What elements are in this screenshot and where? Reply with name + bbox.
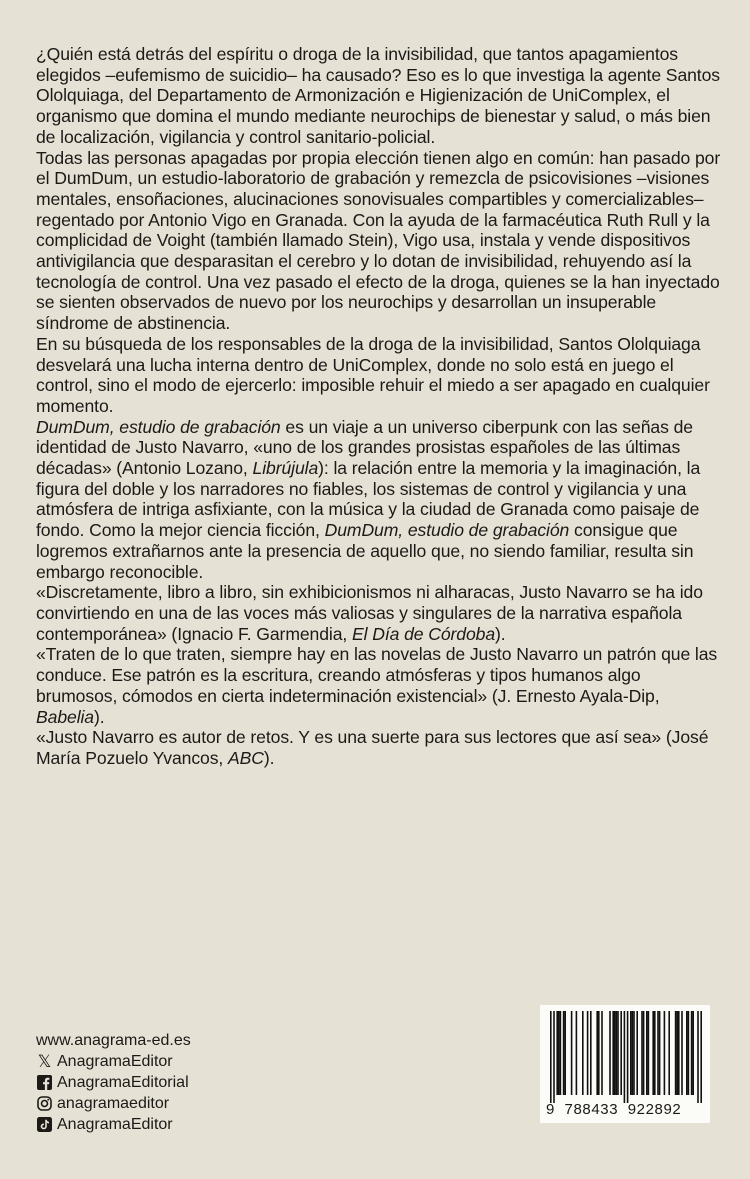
facebook-icon	[36, 1074, 53, 1091]
barcode-bar	[646, 1011, 648, 1095]
x-icon: 𝕏	[37, 1052, 52, 1071]
barcode-bar	[550, 1011, 552, 1103]
barcode-bar	[624, 1011, 626, 1103]
barcode-bar	[681, 1011, 683, 1095]
website-link[interactable]: www.anagrama-ed.es	[36, 1032, 191, 1049]
quote-source: Babelia	[36, 706, 94, 727]
barcode-bar	[598, 1011, 600, 1095]
quote-text: «Discretamente, libro a libro, sin exhibicionismos ni alharacas, Justo Navarro se ha ido convirtiendo en una de las voces más valiosas y singulares de la narrativa española contemporánea» (Ignacio F. Garmendia,	[36, 582, 703, 644]
barcode-bar	[678, 1011, 680, 1095]
barcode-bar	[664, 1011, 666, 1095]
isbn-left-group: 788433	[564, 1101, 619, 1118]
blurb-paragraph-1: ¿Quién está detrás del espíritu o droga de la invisibilidad, que tantos apagamientos elegidos –eufemismo de suicidio– ha causado? Eso es lo que investiga la agente Santos Ololquiaga, del Departamento de Armonización e Higienización de UniComplex, el organismo que domina el mundo mediante neurochips de bienestar y salud, o más bien de localización, vigilancia y control sanitario-policial.	[36, 44, 720, 147]
barcode-bar	[609, 1011, 611, 1095]
barcode-bar	[571, 1011, 573, 1095]
barcode-bar	[612, 1011, 614, 1095]
barcode-bar	[675, 1011, 677, 1095]
quote-text: «Traten de lo que traten, siempre hay en las novelas de Justo Navarro un patrón que las conduce. Ese patrón es la escritura, creando atmósferas y tipos humanos algo brumosos, cómodos en cierta indeterminación existencial» (J. Ernesto Ayala-Dip,	[36, 644, 718, 706]
barcode-bar	[632, 1011, 634, 1095]
barcode-bar	[700, 1011, 702, 1103]
barcode-bar	[697, 1011, 699, 1103]
barcode-bar	[596, 1011, 598, 1095]
barcode-bar	[630, 1011, 632, 1095]
barcode-bar	[614, 1011, 616, 1095]
isbn-right-group: 922892	[627, 1101, 682, 1118]
publisher-contacts	[36, 1030, 191, 1135]
website-row	[36, 1030, 191, 1051]
blurb-text-span: ): la relación entre la memoria y la imaginación, la figura del doble y los narradores no fiables, los sistemas de control y vigilancia y una atmósfera de intriga asfixiante, con la música y la ciudad de Granada como paisaje de fondo. Como la mejor ciencia ficción,	[36, 458, 701, 541]
tiktok-icon	[36, 1116, 53, 1133]
barcode-bar	[676, 1011, 678, 1095]
quote-source: Librújula	[252, 458, 319, 479]
barcode-bar	[688, 1011, 690, 1095]
book-title: DumDum, estudio de grabación	[324, 520, 570, 541]
barcode-bar	[659, 1011, 661, 1095]
blurb-paragraph-3: En su búsqueda de los responsables de la droga de la invisibilidad, Santos Ololquiaga desvelará una lucha interna dentro de UniComplex, donde no solo está en juego el control, sino el modo de ejercerlo: imposible rehuir el miedo a ser apagado en cualquier momento.	[36, 333, 710, 416]
barcode-bar	[641, 1011, 643, 1095]
barcode-bar	[563, 1011, 565, 1095]
press-quote-3	[36, 727, 722, 768]
facebook-row	[36, 1072, 191, 1093]
isbn-number	[546, 1101, 706, 1118]
instagram-handle[interactable]: anagramaeditor	[57, 1095, 170, 1112]
barcode-bar	[616, 1011, 618, 1095]
barcode-bar	[657, 1011, 659, 1095]
x-row	[36, 1051, 191, 1072]
quote-end: ).	[94, 706, 105, 727]
isbn-first-digit: 9	[546, 1101, 555, 1118]
barcode-bar	[617, 1011, 619, 1095]
barcode-bar	[556, 1011, 558, 1095]
barcode-bar	[560, 1011, 562, 1095]
blurb-text-span: consigue que logremos extrañarnos ante la presencia de aquello que, no siendo familiar, resulta sin embargo reconocible.	[36, 520, 694, 582]
barcode-bars	[550, 1011, 702, 1103]
barcode-bar	[668, 1011, 670, 1095]
barcode-bar	[582, 1011, 584, 1095]
quote-end: ).	[495, 623, 506, 644]
barcode-bar	[692, 1011, 694, 1095]
barcode-bar	[587, 1011, 589, 1095]
tiktok-row	[36, 1114, 191, 1135]
barcode-bar	[553, 1011, 555, 1103]
book-title: DumDum, estudio de grabación	[36, 416, 281, 437]
quote-text: «Justo Navarro es autor de retos. Y es una suerte para sus lectores que así sea» (José María Pozuelo Yvancos,	[36, 727, 709, 768]
barcode-bar	[691, 1011, 693, 1095]
quote-source: ABC	[228, 747, 264, 768]
barcode-bar	[590, 1011, 592, 1095]
barcode-bar	[576, 1011, 578, 1095]
barcode-bar	[633, 1011, 635, 1095]
quote-source: El Día de Córdoba	[352, 623, 496, 644]
barcode-bar	[654, 1011, 656, 1095]
press-quote-2	[36, 644, 722, 727]
barcode-bar	[564, 1011, 566, 1095]
blurb-text-span: es un viaje a un universo ciberpunk con las señas de identidad de Justo Navarro, «uno de los grandes prosistas españoles de las últimas décadas» (Antonio Lozano,	[36, 416, 693, 479]
barcode-bar	[643, 1011, 645, 1095]
instagram-row	[36, 1093, 191, 1114]
barcode-bar	[686, 1011, 688, 1095]
barcode-bar	[636, 1011, 638, 1095]
blurb-text	[36, 44, 722, 769]
barcode-bar	[558, 1011, 560, 1095]
blurb-paragraph-2: Todas las personas apagadas por propia elección tienen algo en común: han pasado por el DumDum, un estudio-laboratorio de grabación y remezcla de psicovisiones –visiones mentales, ensoñaciones, alucinaciones sonovisuales compartibles y comercializables– regentado por Antonio Vigo en Granada. Con la ayuda de la farmacéutica Ruth Rull y la complicidad de Voight (también llamado Stein), Vigo usa, instala y vende dispositivos antivigilancia que desparasitan el cerebro y lo dotan de invisibilidad, rehuyendo así la tecnología de control. Una vez pasado el efecto de la droga, quienes se la han inyectado se sienten observados de nuevo por los neurochips y desarrollan un insuperable síndrome de abstinencia.	[36, 147, 721, 334]
barcode-bar	[627, 1011, 629, 1103]
facebook-handle[interactable]: AnagramaEditorial	[57, 1074, 189, 1091]
isbn-barcode	[540, 1005, 710, 1123]
blurb-paragraph-4	[36, 417, 722, 583]
instagram-icon	[36, 1095, 53, 1112]
x-handle[interactable]: AnagramaEditor	[57, 1053, 173, 1070]
barcode-bar	[601, 1011, 603, 1095]
barcode-bar	[652, 1011, 654, 1095]
tiktok-handle[interactable]: AnagramaEditor	[57, 1116, 173, 1133]
barcode-bar	[620, 1011, 622, 1095]
barcode-bar	[648, 1011, 650, 1095]
press-quote-1	[36, 582, 722, 644]
quote-end: ).	[263, 747, 275, 768]
